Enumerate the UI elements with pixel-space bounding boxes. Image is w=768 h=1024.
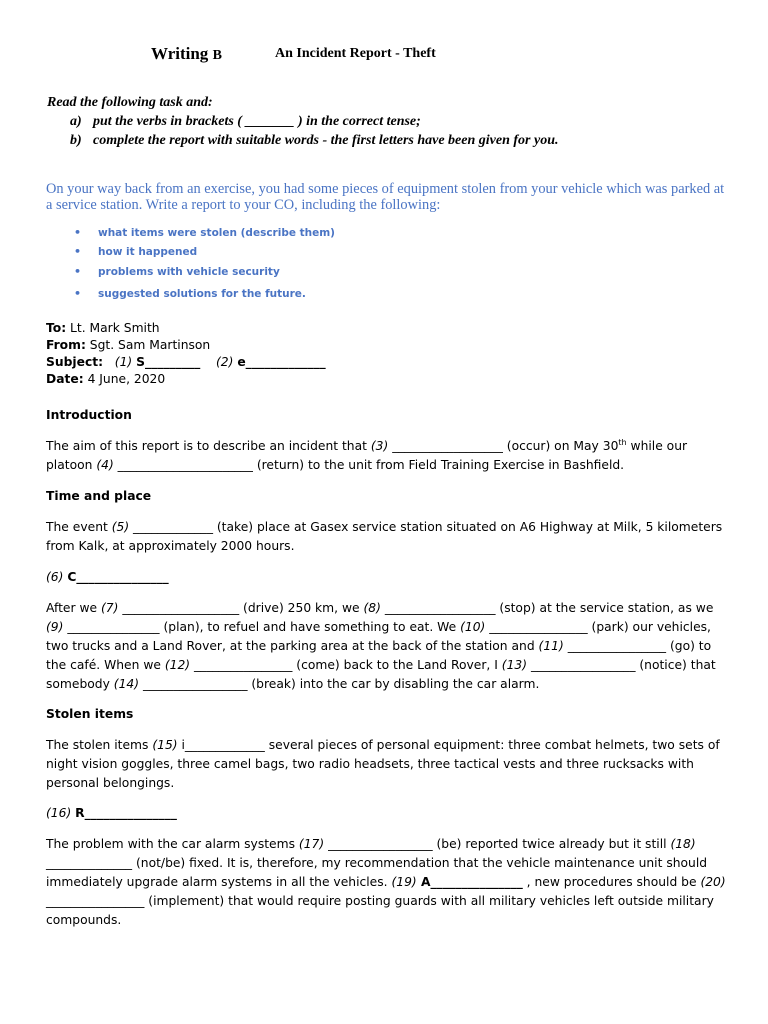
gap-number: (13) <box>501 658 528 672</box>
memo-to <box>46 321 160 335</box>
memo-date-value: 4 June, 2020 <box>87 372 166 386</box>
memo-date-label: Date: <box>46 372 84 386</box>
writing-letter: B <box>212 48 222 63</box>
recommendation-paragraph: The problem with the car alarm systems (17) _________________ (be) reported twice already but it still (18) ______________ (not/be) fixed. It is, therefore, my recommendation that the vehicle maintenance unit should immediately upgrade alarm systems in all the vehicles. (19) A_______________ , new procedures should be (20) ________________ (implement) that would require posting guards with all military vehicles left outside military compounds. <box>46 837 726 927</box>
bullet-icon: • <box>74 265 82 278</box>
worksheet-label <box>151 44 222 64</box>
gap-number: (3) <box>370 439 389 453</box>
gap-7[interactable]: ___________________ (drive) 250 km, we <box>118 601 364 615</box>
gap-1[interactable]: S_________ <box>136 355 201 369</box>
gap-number: (11) <box>538 639 564 653</box>
narrative-paragraph: After we (7) ___________________ (drive) 250 km, we (8) __________________ (stop) at the service station, as we (9) _______________ (plan), to refuel and have something to eat. We (10) ________________ (park) our vehicles, two trucks and a Land Rover, at the parking area at the back of the station and (11) ________________ (go) to the café. When we (12) ________________ (come) back to the Land Rover, I (13) _________________ (notice) that somebody (14) _________________ (break) into the car by disabling the car alarm. <box>46 601 716 691</box>
section-heading-time-place: Time and place <box>46 489 152 503</box>
scenario-text: On your way back from an exercise, you had some pieces of equipment stolen from your vehicle which was parked at a service station. Write a report to your CO, including the following: <box>46 181 725 213</box>
section-heading-gap-6 <box>46 570 169 584</box>
task-intro: Read the following task and: <box>47 95 213 110</box>
scenario-bullet <box>74 265 280 278</box>
gap-number: (7) <box>100 601 119 615</box>
gap-number: (2) <box>215 355 234 369</box>
bullet-text: how it happened <box>98 246 198 258</box>
memo-from-value: Sgt. Sam Martinson <box>89 338 211 352</box>
section-heading-gap-16 <box>46 806 177 820</box>
intro-paragraph: The aim of this report is to describe an incident that (3) __________________ (occur) on May 30th while our platoon (4) ______________________ (return) to the unit from Field Training Exercise in Bashfield. <box>46 438 688 472</box>
memo-to-value: Lt. Mark Smith <box>70 321 160 335</box>
section-heading-stolen-items: Stolen items <box>46 707 134 721</box>
bullet-icon: • <box>74 245 82 258</box>
gap-3[interactable]: __________________ (occur) on May 30 <box>388 439 619 453</box>
gap-4[interactable]: ______________________ (return) to the unit from Field Training Exercise in Bashfield. <box>113 458 625 472</box>
gap-number: (16) <box>46 806 72 820</box>
page-title: An Incident Report - Theft <box>275 46 436 61</box>
gap-number: (6) <box>46 570 64 584</box>
gap-5[interactable]: _____________ (take) place at Gasex service station situated on A6 Highway at Milk, 5 kilometers from Kalk, at approximately 2000 hours. <box>46 520 723 553</box>
section-heading-introduction: Introduction <box>46 408 132 422</box>
gap-8[interactable]: __________________ (stop) at the service station, as we <box>380 601 714 615</box>
gap-number: (10) <box>460 620 486 634</box>
gap-9[interactable]: _______________ (plan), to refuel and have something to eat. We <box>63 620 461 634</box>
memo-to-label: To: <box>46 321 67 335</box>
gap-2[interactable]: e_____________ <box>237 355 326 369</box>
gap-number: (18) <box>670 837 696 851</box>
memo-from-label: From: <box>46 338 86 352</box>
gap-15[interactable]: i_____________ several pieces of personal equipment: three combat helmets, two sets of night vision goggles, three camel bags, two radio headsets, three tactical vests and three rucksacks with personal belongings. <box>46 738 720 790</box>
gap-number: (17) <box>298 837 325 851</box>
gap-number: (15) <box>152 738 178 752</box>
task-item-label: b) <box>70 133 82 148</box>
ordinal-suffix: th <box>618 438 627 447</box>
gap-number: (4) <box>96 458 114 472</box>
scenario-bullet <box>74 226 335 239</box>
gap-17[interactable]: _________________ (be) reported twice already but it still <box>324 837 671 851</box>
gap-16[interactable]: R_______________ <box>75 806 177 820</box>
memo-from <box>46 338 210 352</box>
writing-word: Writing <box>151 44 209 63</box>
task-item-text: complete the report with suitable words - the first letters have been given for you. <box>93 133 559 148</box>
task-item-a <box>70 114 421 130</box>
bullet-text: problems with vehicle security <box>98 266 280 278</box>
gap-number: (20) <box>700 875 726 889</box>
gap-11[interactable]: ________________ (go) to the café. When we <box>46 639 712 672</box>
task-item-label: a) <box>70 114 82 129</box>
gap-number: (9) <box>46 620 64 634</box>
gap-18[interactable]: ______________ (not/be) fixed. It is, therefore, my recommendation that the vehicle maintenance unit should immediately upgrade alarm systems in all the vehicles. <box>46 856 708 889</box>
task-item-b <box>70 133 558 149</box>
gap-6[interactable]: C_______________ <box>67 570 169 584</box>
gap-12[interactable]: ________________ (come) back to the Land Rover, I <box>190 658 502 672</box>
memo-date <box>46 372 165 386</box>
gap-14[interactable]: _________________ (break) into the car by disabling the car alarm. <box>139 677 540 691</box>
bullet-icon: • <box>74 226 82 239</box>
bullet-text: suggested solutions for the future. <box>98 288 306 300</box>
stolen-items-paragraph: The stolen items (15) i_____________ several pieces of personal equipment: three combat helmets, two sets of night vision goggles, three camel bags, two radio headsets, three tactical vests and three rucksacks with personal belongings. <box>46 738 720 790</box>
gap-number: (12) <box>164 658 191 672</box>
scenario-bullet <box>74 287 306 300</box>
bullet-text: what items were stolen (describe them) <box>98 227 335 239</box>
gap-number: (19) <box>391 875 417 889</box>
gap-10[interactable]: ________________ (park) our vehicles, two trucks and a Land Rover, at the parking area at the back of the station and <box>46 620 711 653</box>
gap-number: (1) <box>114 355 133 369</box>
memo-subject-label: Subject: <box>46 355 104 369</box>
gap-number: (8) <box>363 601 381 615</box>
memo-subject <box>46 355 326 369</box>
gap-13[interactable]: _________________ (notice) that somebody <box>46 658 716 691</box>
gap-20[interactable]: ________________ (implement) that would require posting guards with all military vehicles left outside military compounds. <box>46 894 714 927</box>
scenario-bullet <box>74 245 197 258</box>
gap-number: (5) <box>111 520 130 534</box>
bullet-icon: • <box>74 287 82 300</box>
time-place-paragraph: The event (5) _____________ (take) place at Gasex service station situated on A6 Highway at Milk, 5 kilometers from Kalk, at approximately 2000 hours. <box>46 520 723 553</box>
gap-19[interactable]: A_______________ <box>416 875 523 889</box>
task-item-text: put the verbs in brackets ( _______ ) in the correct tense; <box>93 114 421 129</box>
gap-number: (14) <box>113 677 140 691</box>
